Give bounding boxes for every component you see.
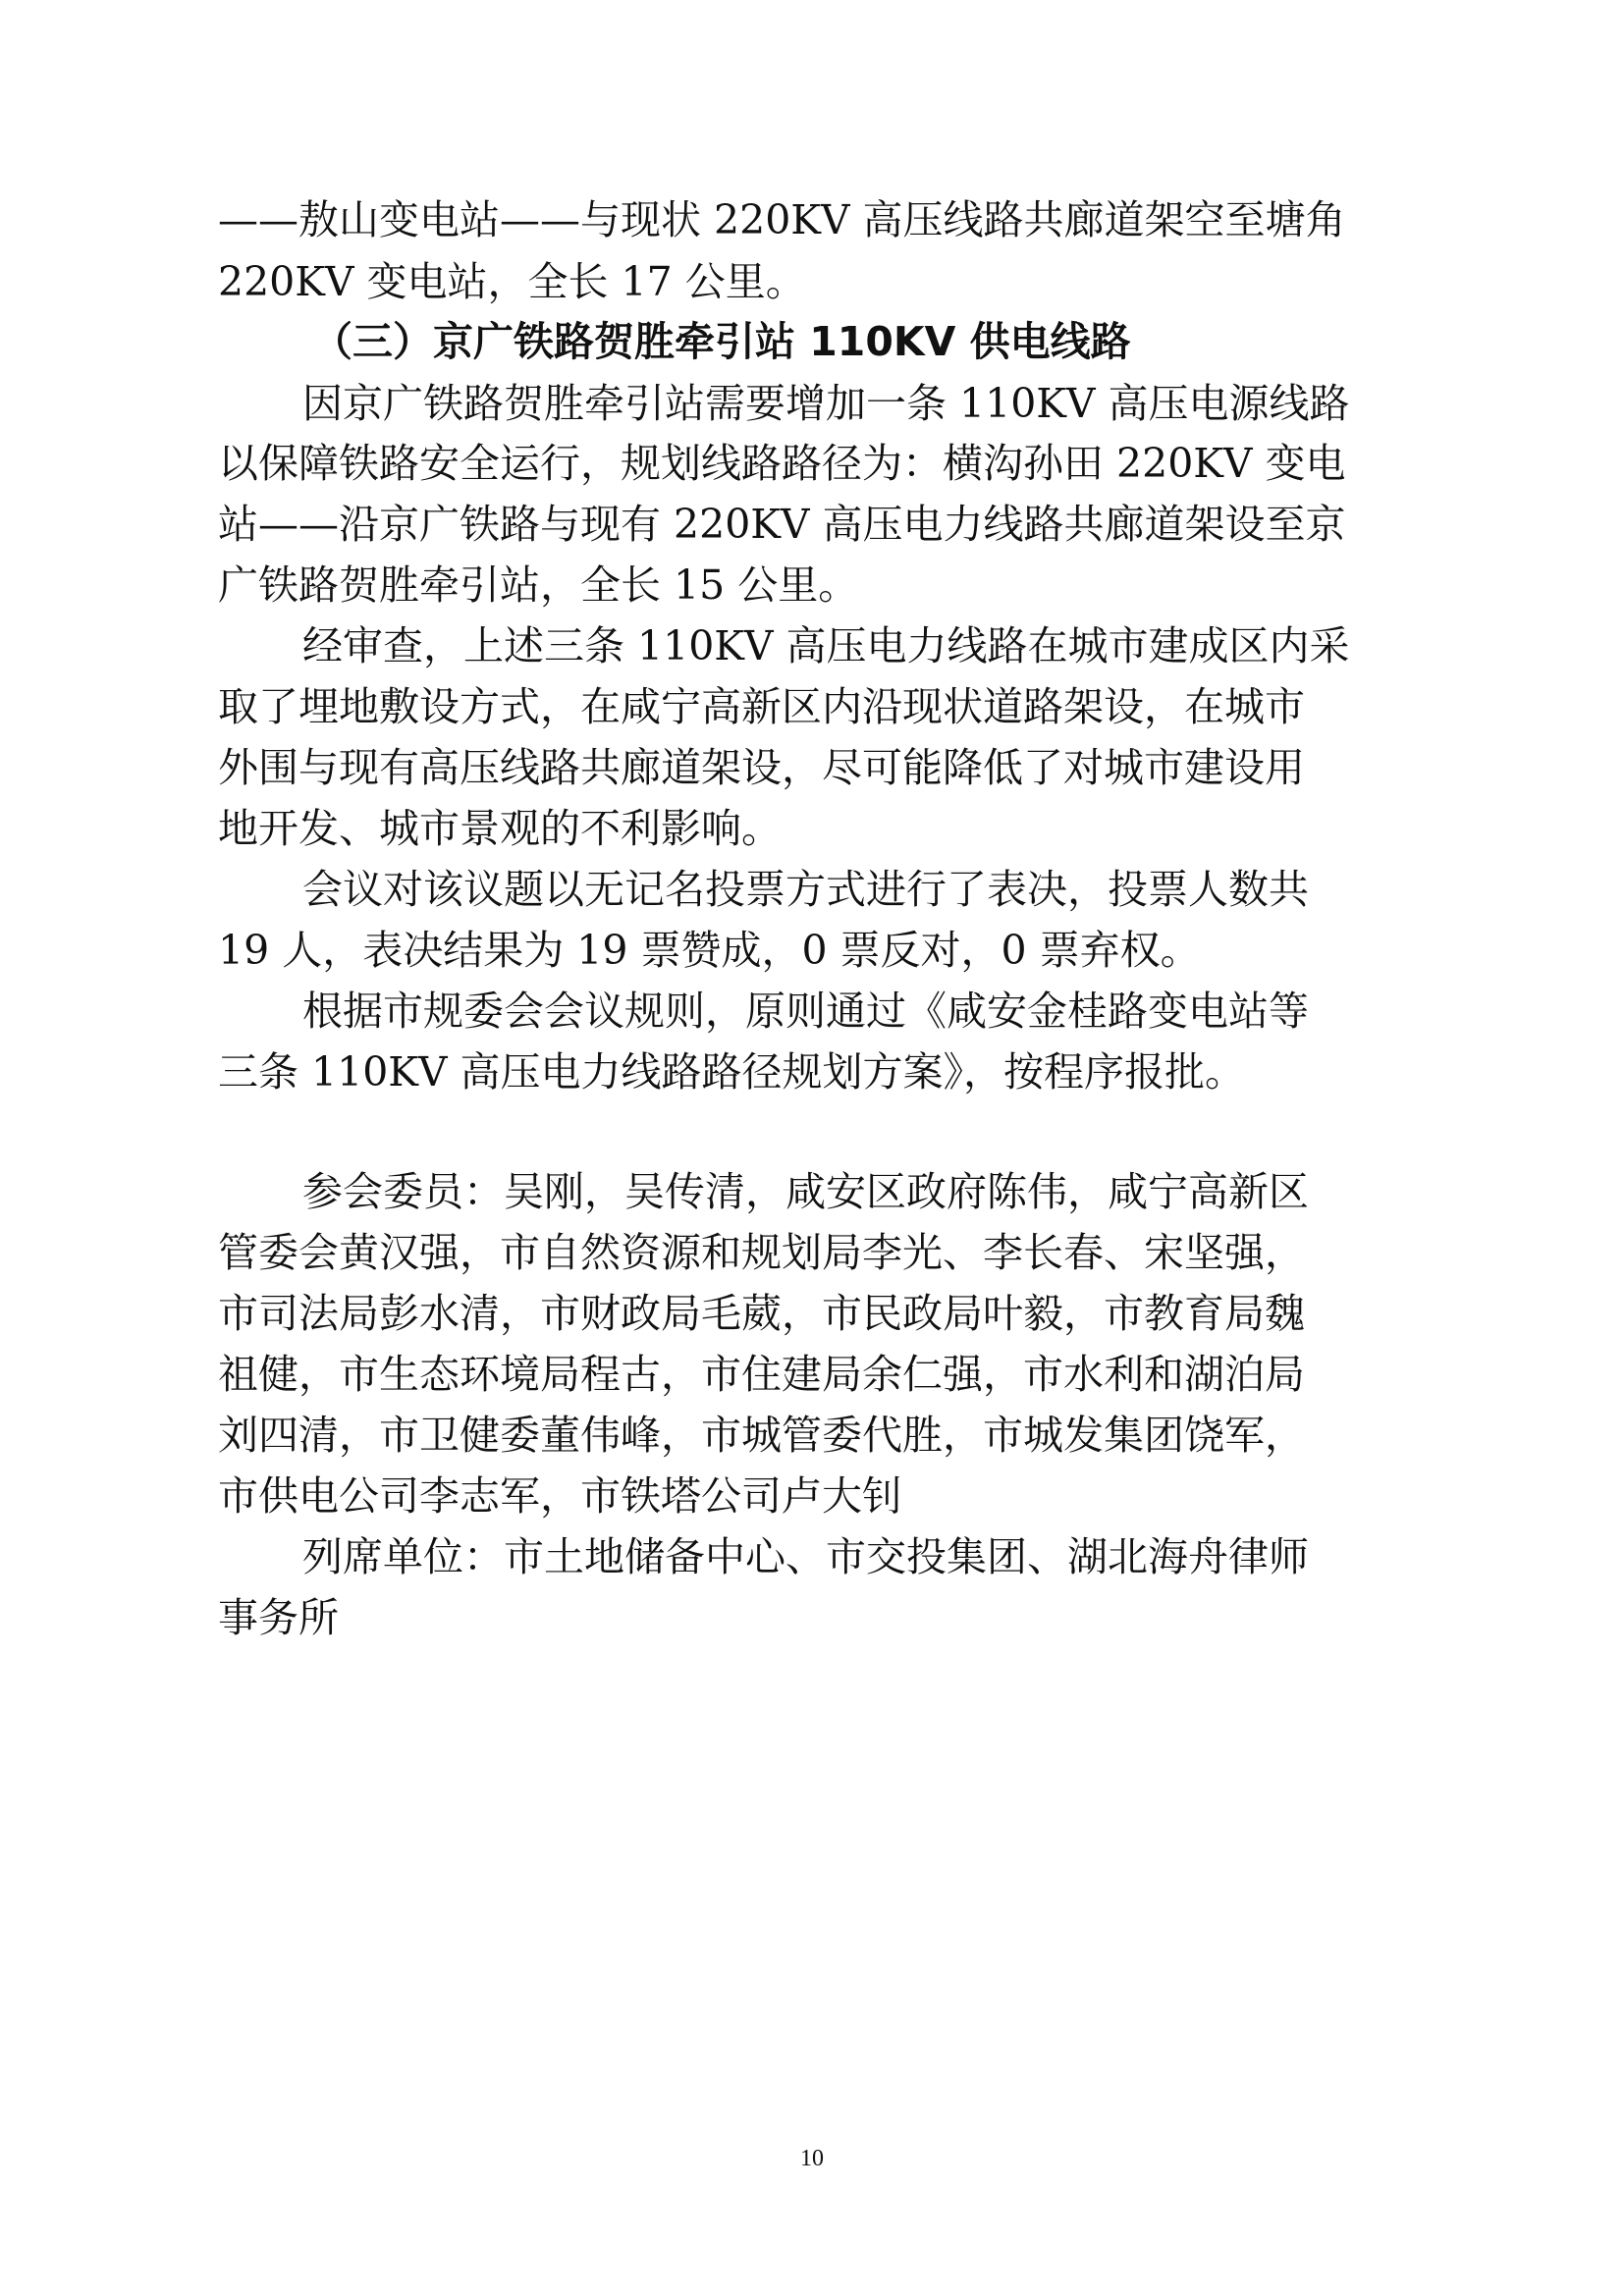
text-line: 取了埋地敷设方式，在咸宁高新区内沿现状道路架设，在城市: [218, 683, 1305, 730]
text-line: 三条 110KV 高压电力线路路径规划方案》，按程序报批。: [218, 1048, 1246, 1095]
text-line: 会议对该议题以无记名投票方式进行了表决，投票人数共: [302, 866, 1309, 913]
attendees-line: 参会委员：吴刚，吴传清，咸安区政府陈伟，咸宁高新区: [302, 1168, 1309, 1215]
attendees-line: 管委会黄汉强，市自然资源和规划局李光、李长春、宋坚强，: [218, 1229, 1305, 1276]
attendees-line: 市供电公司李志军，市铁塔公司卢大钊: [218, 1472, 902, 1520]
text-line: ——敖山变电站——与现状 220KV 高压线路共廊道架空至塘角: [218, 196, 1346, 243]
text-line: 经审查，上述三条 110KV 高压电力线路在城市建成区内采: [302, 622, 1350, 669]
observers-line: 列席单位：市土地储备中心、市交投集团、湖北海舟律师: [302, 1533, 1309, 1580]
text-line: 广铁路贺胜牵引站，全长 15 公里。: [218, 561, 859, 609]
text-line: 220KV 变电站，全长 17 公里。: [218, 258, 806, 305]
text-line: 外围与现有高压线路共廊道架设，尽可能降低了对城市建设用: [218, 744, 1305, 791]
text-line: 以保障铁路安全运行，规划线路路径为：横沟孙田 220KV 变电: [218, 440, 1346, 487]
text-line: 19 人，表决结果为 19 票赞成，0 票反对，0 票弃权。: [218, 927, 1201, 974]
attendees-line: 市司法局彭水清，市财政局毛葳，市民政局叶毅，市教育局魏: [218, 1290, 1305, 1337]
text-line: 地开发、城市景观的不利影响。: [218, 805, 782, 852]
attendees-line: 刘四清，市卫健委董伟峰，市城管委代胜，市城发集团饶军，: [218, 1412, 1305, 1459]
section-heading: （三）京广铁路贺胜牵引站 110KV 供电线路: [312, 318, 1131, 365]
observers-line: 事务所: [218, 1594, 339, 1641]
attendees-line: 祖健，市生态环境局程古，市住建局余仁强，市水利和湖泊局: [218, 1351, 1305, 1398]
text-line: 根据市规委会会议规则，原则通过《咸安金桂路变电站等: [302, 988, 1309, 1035]
text-line: 因京广铁路贺胜牵引站需要增加一条 110KV 高压电源线路: [302, 380, 1350, 427]
text-line: 站——沿京广铁路与现有 220KV 高压电力线路共廊道架设至京: [218, 501, 1346, 548]
page-number: 10: [800, 2146, 824, 2171]
